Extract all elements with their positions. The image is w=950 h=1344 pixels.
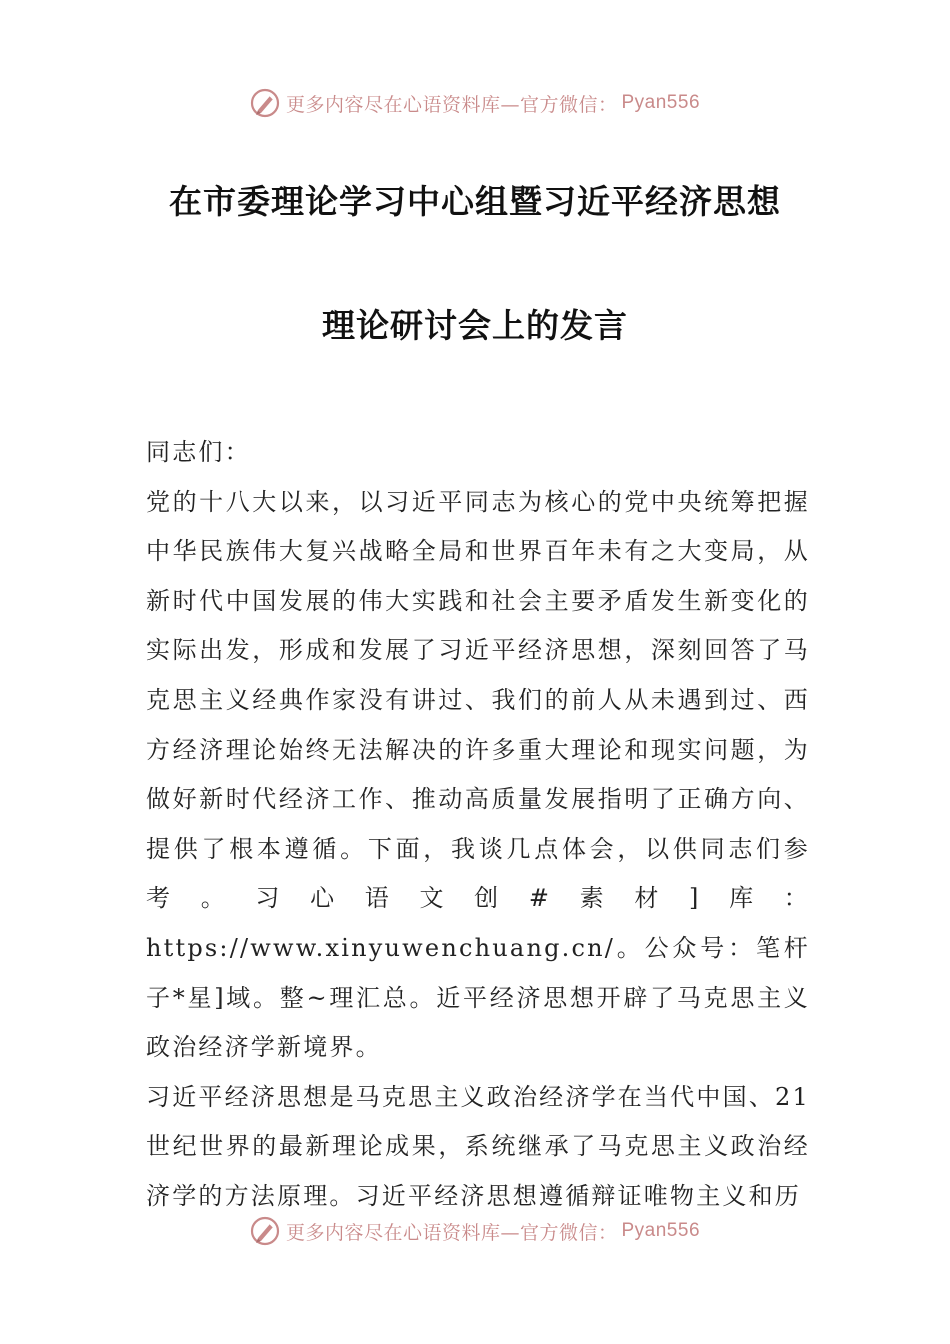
body-paragraph-1: 党的十八大以来，以习近平同志为核心的党中央统筹把握中华民族伟大复兴战略全局和世界百年未有之大变局，从新时代中国发展的伟大实践和社会主要矛盾发生新变化的实际出发，形成和发展了习近平经济思想，深刻回答了马克思主义经典作家没有讲过、我们的前人从未遇到过、西方经济理论始终无法解决的许多重大理论和现实问题，为做好新时代经济工作、推动高质量发展指明了正确方向、提供了根本遵循。下面，我谈几点体会，以供同志们参考。习心语文创#素材]库：https://www.xinyuwenchuang.cn/。公众号：笔杆子*星]域。整~理汇总。近平经济思想开辟了马克思主义政治经济学新境界。 (146, 487, 810, 1062)
document-title-line1: 在市委理论学习中心组暨习近平经济思想 (169, 182, 781, 221)
document-body (146, 428, 810, 1222)
watermark-text: 更多内容尽在心语资料库—官方微信： (285, 93, 618, 116)
salutation: 同志们： (146, 438, 251, 466)
body-paragraph-2: 习近平经济思想是马克思主义政治经济学在当代中国、21世纪世界的最新理论成果，系统继承了马克思主义政治经济学的方法原理。习近平经济思想遵循辩证唯物主义和历 (146, 1082, 810, 1210)
watermark-wechat-id: Pyan556 (621, 1220, 701, 1241)
footer-watermark (0, 1214, 950, 1248)
pen-logo-icon (250, 88, 280, 118)
watermark-text: 更多内容尽在心语资料库—官方微信： (285, 1221, 618, 1244)
document-title-line2: 理论研讨会上的发言 (322, 306, 628, 345)
header-watermark (0, 86, 950, 120)
watermark-wechat-id: Pyan556 (621, 92, 701, 113)
pen-logo-icon (250, 1216, 280, 1246)
